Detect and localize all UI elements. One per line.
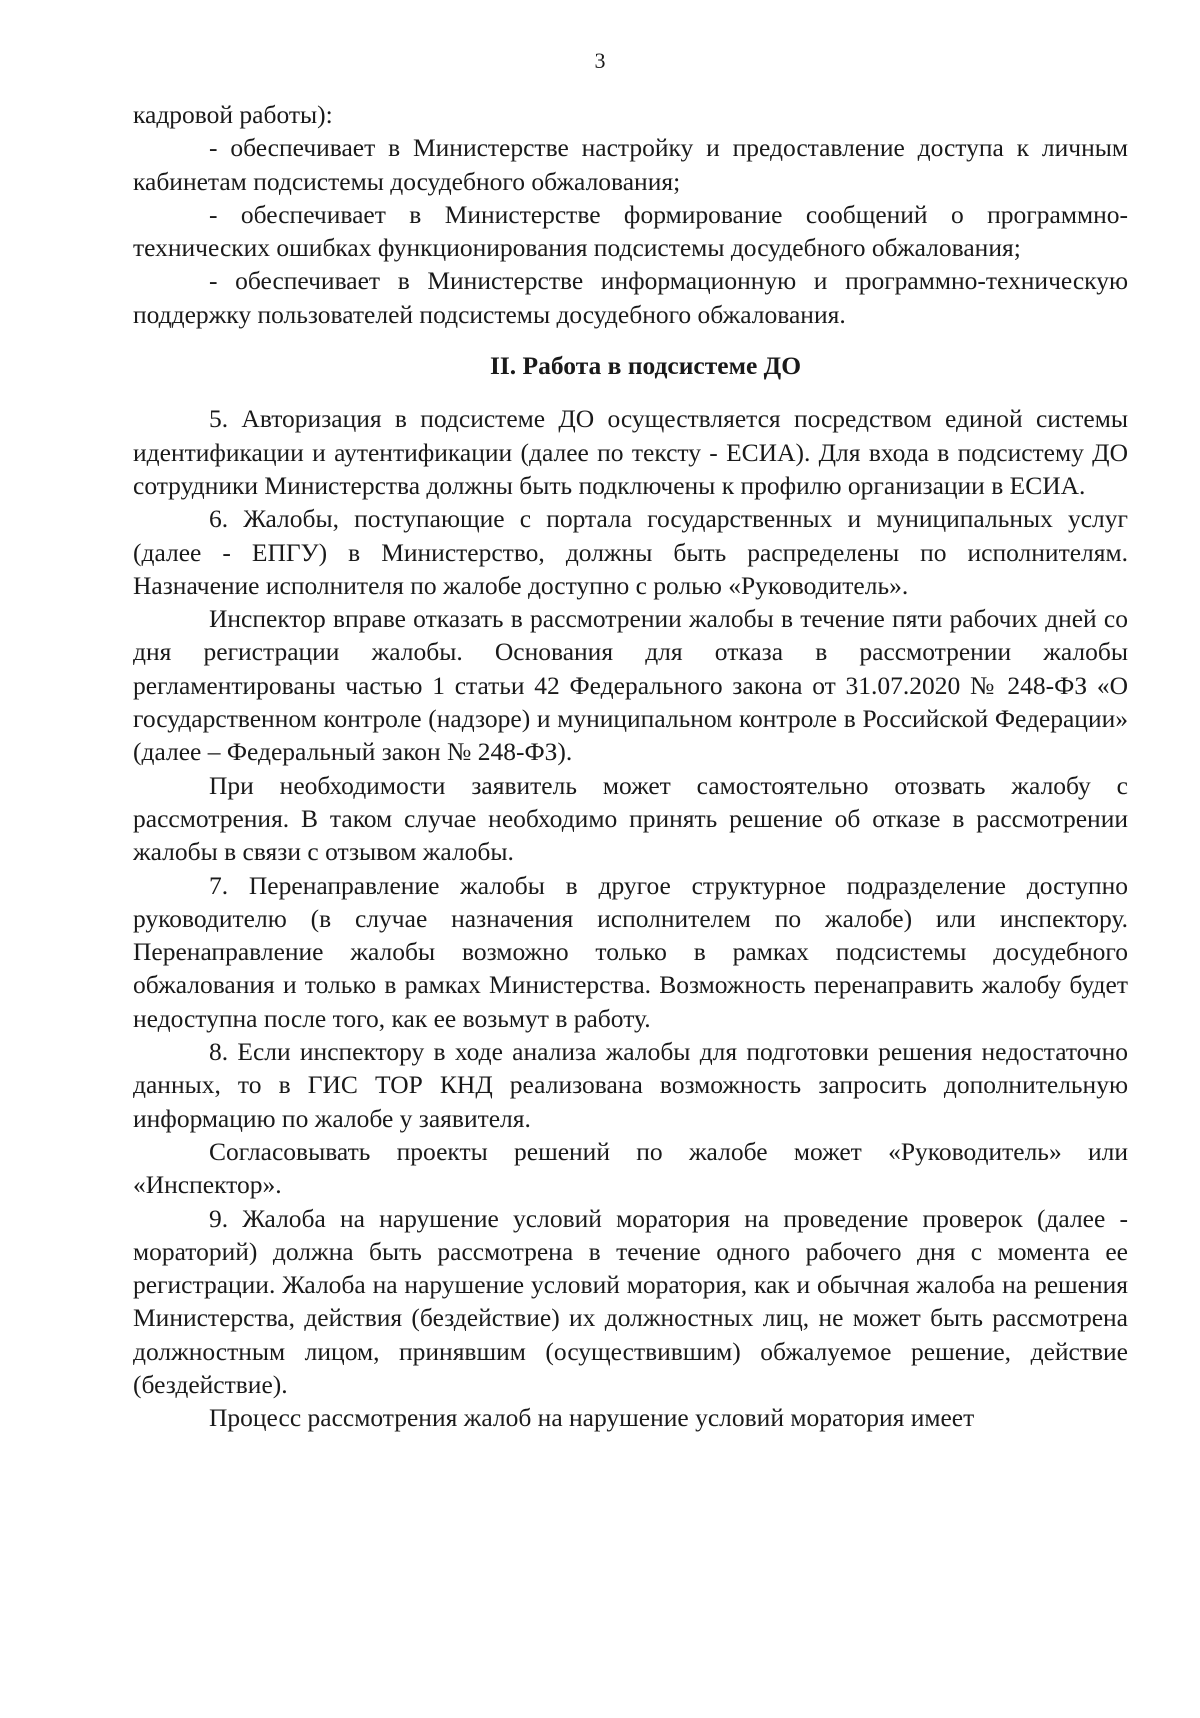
paragraph-item-5: 5. Авторизация в подсистеме ДО осуществляется посредством единой системы идентификации и аутентификации (далее по тексту - ЕСИА). Для входа в подсистему ДО сотрудники Министерства должны быть подключены к профилю организации в ЕСИА.: [133, 404, 1128, 500]
paragraph-item-8: 8. Если инспектору в ходе анализа жалобы для подготовки решения недостаточно данных, то в ГИС ТОР КНД реализована возможность запросить дополнительную информацию по жалобе у заявителя.: [133, 1037, 1128, 1133]
paragraph-list-item: - обеспечивает в Министерстве формирование сообщений о программно-технических ошибках функционирования подсистемы досудебного обжалования;: [133, 199, 1128, 263]
paragraph-continuation: кадровой работы):: [133, 100, 333, 129]
section-heading: II. Работа в подсистеме ДО: [489, 351, 802, 381]
paragraph: Инспектор вправе отказать в рассмотрении жалобы в течение пяти рабочих дней со дня регистрации жалобы. Основания для отказа в рассмотрении жалобы регламентированы частью 1 статьи 42 Федерального закона от 31.07.2020 № 248-ФЗ «О государственном контроле (надзоре) и муниципальном контроле в Российской Федерации» (далее – Федеральный закон № 248-ФЗ).: [133, 604, 1128, 767]
paragraph-list-item: - обеспечивает в Министерстве информационную и программно-техническую поддержку пользователей подсистемы досудебного обжалования.: [133, 266, 1128, 329]
paragraph-truncated: Процесс рассмотрения жалоб на нарушение условий моратория имеет: [209, 1403, 975, 1433]
paragraph-item-9: 9. Жалоба на нарушение условий моратория на проведение проверок (далее - мораторий) должна быть рассмотрена в течение одного рабочего дня с момента ее регистрации. Жалоба на нарушение условий моратория, как и обычная жалоба на решения Министерства, действия (бездействие) их должностных лиц, не может быть рассмотрена должностным лицом, принявшим (осуществившим) обжалуемое решение, действие (бездействие).: [133, 1203, 1128, 1399]
paragraph-list-item: - обеспечивает в Министерстве настройку и предоставление доступа к личным кабинетам подсистемы досудебного обжалования;: [133, 133, 1128, 196]
page-number: 3: [594, 48, 606, 73]
paragraph-item-6: 6. Жалобы, поступающие с портала государственных и муниципальных услуг (далее - ЕПГУ) в Министерство, должны быть распределены по исполнителям. Назначение исполнителя по жалобе доступно с ролью «Руководитель».: [133, 504, 1128, 600]
document-body: [133, 98, 1128, 1435]
paragraph: При необходимости заявитель может самостоятельно отозвать жалобу с рассмотрения. В таком случае необходимо принять решение об отказе в рассмотрении жалобы в связи с отзывом жалобы.: [133, 770, 1128, 867]
paragraph-item-7: 7. Перенаправление жалобы в другое структурное подразделение доступно руководителю (в случае назначения исполнителем по жалобе) или инспектору. Перенаправление жалобы возможно только в рамках подсистемы досудебного обжалования и только в рамках Министерства. Возможность перенаправить жалобу будет недоступна после того, как ее возьмут в работу.: [133, 870, 1128, 1033]
paragraph: Согласовывать проекты решений по жалобе может «Руководитель» или «Инспектор».: [133, 1136, 1128, 1200]
